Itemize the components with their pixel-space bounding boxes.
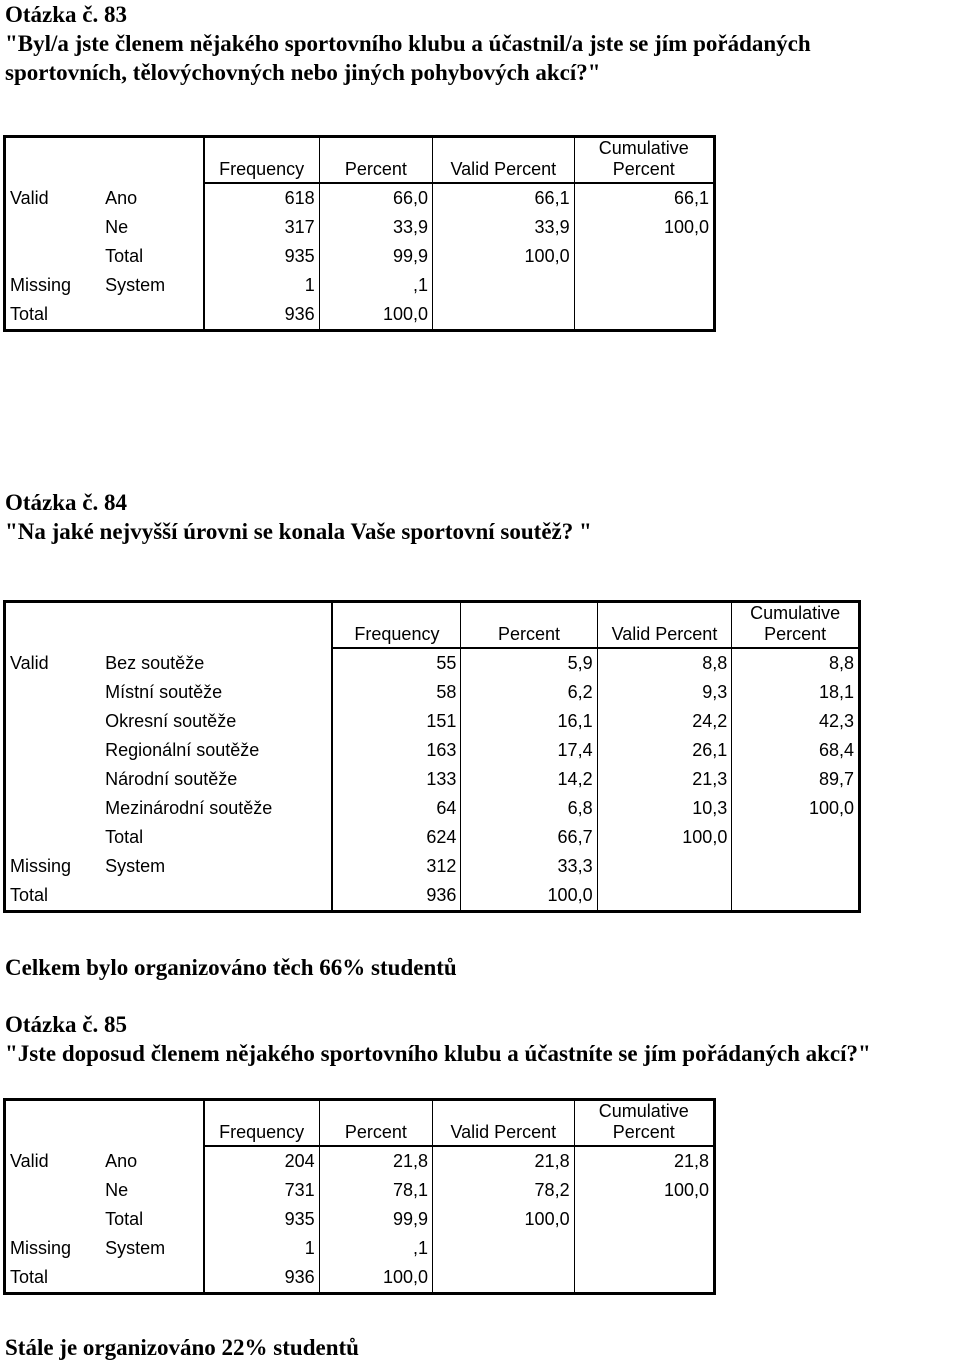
cell-cumulative-percent: 100,0 — [574, 213, 714, 242]
row-label — [101, 881, 332, 912]
cell-percent: 66,0 — [319, 183, 432, 213]
cell-cumulative-percent: 89,7 — [732, 765, 860, 794]
q85-heading: Otázka č. 85 — [5, 1012, 128, 1037]
row-label: Mezinárodní soutěže — [105, 798, 273, 818]
row-label: Okresní soutěže — [105, 711, 237, 731]
q84-header-row — [5, 602, 860, 649]
row-label — [101, 300, 203, 331]
row-group: Total — [10, 304, 49, 324]
cell-valid-percent — [433, 300, 575, 331]
cell-cumulative-percent — [574, 242, 714, 271]
cell-percent: 17,4 — [461, 736, 597, 765]
header-cumulative-percent-label: Percent — [764, 624, 827, 644]
row-label: Ne — [105, 1180, 129, 1200]
row-group — [5, 736, 102, 765]
q85-header-row — [5, 1100, 715, 1147]
cell-valid-percent: 21,8 — [433, 1146, 575, 1176]
row-label: Národní soutěže — [105, 769, 238, 789]
cell-percent: 100,0 — [319, 300, 432, 331]
cell-valid-percent — [433, 1234, 575, 1263]
table-row — [5, 794, 860, 823]
table-row — [5, 271, 715, 300]
table-row — [5, 736, 860, 765]
cell-cumulative-percent — [574, 1205, 714, 1234]
cell-percent: 5,9 — [461, 648, 597, 678]
header-valid-percent: Valid Percent — [433, 137, 575, 184]
header-percent: Percent — [319, 1100, 432, 1147]
header-cumulative-percent-label: Percent — [612, 159, 675, 179]
cell-cumulative-percent: 42,3 — [732, 707, 860, 736]
table-row — [5, 242, 715, 271]
cell-percent: 100,0 — [461, 881, 597, 912]
cell-frequency: 1 — [204, 1234, 320, 1263]
cell-valid-percent: 24,2 — [597, 707, 732, 736]
table-row — [5, 823, 860, 852]
cell-percent: 16,1 — [461, 707, 597, 736]
row-group: Total — [10, 885, 49, 905]
row-group: Missing — [10, 275, 72, 295]
cell-cumulative-percent: 100,0 — [732, 794, 860, 823]
cell-cumulative-percent: 8,8 — [732, 648, 860, 678]
cell-percent: 99,9 — [319, 1205, 432, 1234]
cell-frequency: 55 — [332, 648, 461, 678]
q83-question — [5, 0, 811, 87]
row-label: Total — [105, 246, 144, 266]
row-group — [5, 213, 102, 242]
q84-text-line1: "Na jaké nejvyšší úrovni se konala Vaše sportovní soutěž? " — [5, 519, 592, 544]
header-frequency: Frequency — [204, 137, 320, 184]
q83-text-line1: "Byl/a jste členem nějakého sportovního klubu a účastnil/a jste se jím pořádaných — [5, 31, 811, 56]
cell-valid-percent: 100,0 — [433, 1205, 575, 1234]
row-label: Ne — [105, 217, 129, 237]
cell-cumulative-percent — [574, 1263, 714, 1294]
header-frequency: Frequency — [204, 1100, 320, 1147]
cell-valid-percent: 100,0 — [597, 823, 732, 852]
cell-valid-percent — [597, 852, 732, 881]
header-valid-percent: Valid Percent — [597, 602, 732, 649]
row-group — [5, 1176, 102, 1205]
row-group: Valid — [10, 652, 49, 673]
cell-valid-percent: 26,1 — [597, 736, 732, 765]
table-row — [5, 765, 860, 794]
cell-valid-percent — [597, 881, 732, 912]
cell-valid-percent: 78,2 — [433, 1176, 575, 1205]
cell-cumulative-percent: 68,4 — [732, 736, 860, 765]
table-row — [5, 1263, 715, 1294]
cell-valid-percent: 9,3 — [597, 678, 732, 707]
cell-valid-percent: 10,3 — [597, 794, 732, 823]
cell-valid-percent: 21,3 — [597, 765, 732, 794]
cell-frequency: 936 — [204, 1263, 320, 1294]
cell-frequency: 133 — [332, 765, 461, 794]
header-percent: Percent — [319, 137, 432, 184]
cell-cumulative-percent: 21,8 — [574, 1146, 714, 1176]
header-cumulative-percent — [574, 1100, 714, 1147]
row-label: System — [105, 856, 166, 876]
header-cumulative-percent — [574, 137, 714, 184]
table-row — [5, 1146, 715, 1176]
header-frequency: Frequency — [332, 602, 461, 649]
row-label: Regionální soutěže — [105, 740, 260, 760]
cell-frequency: 317 — [204, 213, 320, 242]
cell-percent: 66,7 — [461, 823, 597, 852]
row-label: Ano — [105, 1150, 138, 1171]
row-group — [5, 707, 102, 736]
header-valid-percent: Valid Percent — [433, 1100, 575, 1147]
table-row — [5, 1205, 715, 1234]
header-cumulative: Cumulative — [750, 603, 841, 623]
q85-text-line1: "Jste doposud členem nějakého sportovního klubu a účastníte se jím pořádaných akcí?" — [5, 1041, 871, 1066]
q85-question — [5, 1010, 871, 1068]
row-group: Valid — [10, 187, 49, 208]
cell-percent: 6,8 — [461, 794, 597, 823]
cell-frequency: 312 — [332, 852, 461, 881]
table-row — [5, 213, 715, 242]
cell-frequency: 1 — [204, 271, 320, 300]
row-label: Bez soutěže — [105, 652, 205, 673]
row-label: Total — [105, 827, 144, 847]
cell-frequency: 935 — [204, 242, 320, 271]
row-label: Místní soutěže — [105, 682, 223, 702]
cell-percent: 21,8 — [319, 1146, 432, 1176]
cell-percent: 6,2 — [461, 678, 597, 707]
cell-frequency: 624 — [332, 823, 461, 852]
row-group: Missing — [10, 856, 72, 876]
cell-valid-percent: 33,9 — [433, 213, 575, 242]
cell-frequency: 151 — [332, 707, 461, 736]
cell-percent: ,1 — [319, 271, 432, 300]
cell-percent: 99,9 — [319, 242, 432, 271]
row-group: Valid — [10, 1150, 49, 1171]
header-cumulative: Cumulative — [598, 138, 689, 158]
row-group — [5, 794, 102, 823]
row-label: Ano — [105, 187, 138, 208]
cell-frequency: 204 — [204, 1146, 320, 1176]
row-label: System — [105, 1238, 166, 1258]
row-group — [5, 823, 102, 852]
row-group — [5, 242, 102, 271]
cell-valid-percent: 100,0 — [433, 242, 575, 271]
table-row — [5, 881, 860, 912]
table-row — [5, 1176, 715, 1205]
row-label: Total — [105, 1209, 144, 1229]
row-label — [101, 1263, 203, 1294]
row-group — [5, 765, 102, 794]
cell-cumulative-percent — [574, 300, 714, 331]
cell-cumulative-percent — [732, 852, 860, 881]
cell-frequency: 58 — [332, 678, 461, 707]
cell-valid-percent: 8,8 — [597, 648, 732, 678]
cell-valid-percent: 66,1 — [433, 183, 575, 213]
header-cumulative: Cumulative — [598, 1101, 689, 1121]
cell-valid-percent — [433, 271, 575, 300]
row-group — [5, 678, 102, 707]
cell-percent: 78,1 — [319, 1176, 432, 1205]
cell-valid-percent — [433, 1263, 575, 1294]
table-row — [5, 852, 860, 881]
table-row — [5, 707, 860, 736]
cell-cumulative-percent — [574, 1234, 714, 1263]
row-group — [5, 1205, 102, 1234]
cell-percent: 14,2 — [461, 765, 597, 794]
table-row — [5, 678, 860, 707]
cell-frequency: 163 — [332, 736, 461, 765]
q83-header-row — [5, 137, 715, 184]
q85-note: Stále je organizováno 22% studentů — [5, 1335, 359, 1360]
row-group: Missing — [10, 1238, 72, 1258]
q83-heading: Otázka č. 83 — [5, 2, 128, 27]
table-row — [5, 183, 715, 213]
q84-heading: Otázka č. 84 — [5, 490, 128, 515]
q84-note: Celkem bylo organizováno těch 66% studentů — [5, 955, 457, 980]
cell-cumulative-percent: 100,0 — [574, 1176, 714, 1205]
row-label: System — [105, 275, 166, 295]
cell-frequency: 64 — [332, 794, 461, 823]
table-row — [5, 300, 715, 331]
cell-percent: 100,0 — [319, 1263, 432, 1294]
cell-frequency: 935 — [204, 1205, 320, 1234]
q84-question — [5, 488, 592, 546]
cell-cumulative-percent — [732, 881, 860, 912]
header-percent: Percent — [461, 602, 597, 649]
cell-percent: 33,3 — [461, 852, 597, 881]
header-cumulative-percent — [732, 602, 860, 649]
cell-frequency: 618 — [204, 183, 320, 213]
cell-frequency: 731 — [204, 1176, 320, 1205]
cell-frequency: 936 — [332, 881, 461, 912]
cell-percent: ,1 — [319, 1234, 432, 1263]
cell-percent: 33,9 — [319, 213, 432, 242]
cell-cumulative-percent — [732, 823, 860, 852]
header-cumulative-percent-label: Percent — [612, 1122, 675, 1142]
table-row — [5, 648, 860, 678]
q83-table — [3, 135, 716, 332]
q83-text-line2: sportovních, tělovýchovných nebo jiných pohybových akcí?" — [5, 60, 601, 85]
cell-cumulative-percent — [574, 271, 714, 300]
q85-table — [3, 1098, 716, 1295]
cell-cumulative-percent: 66,1 — [574, 183, 714, 213]
cell-cumulative-percent: 18,1 — [732, 678, 860, 707]
cell-frequency: 936 — [204, 300, 320, 331]
table-row — [5, 1234, 715, 1263]
row-group: Total — [10, 1267, 49, 1287]
q84-table — [3, 600, 861, 913]
